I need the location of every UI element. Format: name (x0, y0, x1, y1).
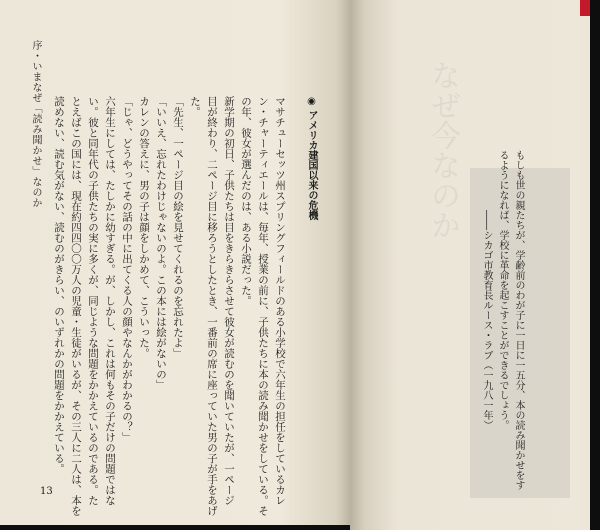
body-text (50, 96, 288, 516)
page-edge-accent (580, 0, 590, 16)
section-mark-icon: ◉ (306, 96, 317, 107)
body-line: 目が終わり、二ページ目に移ろうとしたとき、一番前の席に座っていた男の子が手をあげ (206, 96, 218, 516)
body-line: とえばこの国には、現在約四四〇〇万人の児童・生徒がいるが、その三人に二人は、本を (70, 96, 82, 516)
epigraph-line: るようになれば、学校に革命を起こすことができるでしょう。 (497, 150, 508, 430)
bleed-through-text: なぜ今なのか (425, 60, 460, 240)
body-line: の年、彼女が選んだのは、ある小説だった。 (240, 96, 252, 306)
body-line: 六年生にしては、たしかに幼すぎる。が、しかし、これは何もその子だけの問題ではな (104, 96, 116, 506)
body-line: ン・チャーティエールは、毎年、授業の前に、子供たちに本の読み聞かせをしている。そ (257, 96, 269, 516)
epigraph-attribution: ――シカゴ市教育長ルース・ラブ（一九八一年） (481, 210, 492, 430)
body-line: い。彼と同年代の子供たちの実に多くが、同じような問題をかかえているのである。た (87, 96, 99, 506)
body-line: 「先生、一ページ目の絵を見せてくれるのを忘れたよ」 (172, 96, 184, 359)
body-line: 「いいえ、忘れたわけじゃないのよ。この本には絵がないの」 (155, 96, 167, 390)
body-line: 読めない、読む気がない、読むのがきらい、のいずれかの問題をかかえている。 (53, 96, 65, 474)
section-heading-text: アメリカ建国以来の危機 (306, 110, 317, 220)
right-page (350, 0, 590, 530)
body-line: 「じゃ、どうやってその話の中に出てくる人の顔やなんかがわかるの？」 (121, 96, 133, 443)
section-heading (304, 96, 319, 220)
body-line: た。 (189, 96, 201, 117)
epigraph (478, 150, 526, 490)
body-line: 新学期の初日、子供たちは目をきらきらさせて彼女が読むのを聞いていたが、一ページ (223, 96, 235, 506)
body-line: マサチューセッツ州スプリングフィールドのある小学校で六年生の担任をしているカレ (274, 96, 286, 506)
epigraph-line: もしも世の親たちが、学齢前のわが子に一日に一五分、本の読み聞かせをす (513, 150, 524, 490)
body-line: カレンの答えに、男の子は顔をしかめて、こういった。 (138, 96, 150, 359)
page-number: 13 (40, 486, 53, 497)
running-header: 序・いまなぜ「読み聞かせ」なのか (30, 40, 41, 208)
